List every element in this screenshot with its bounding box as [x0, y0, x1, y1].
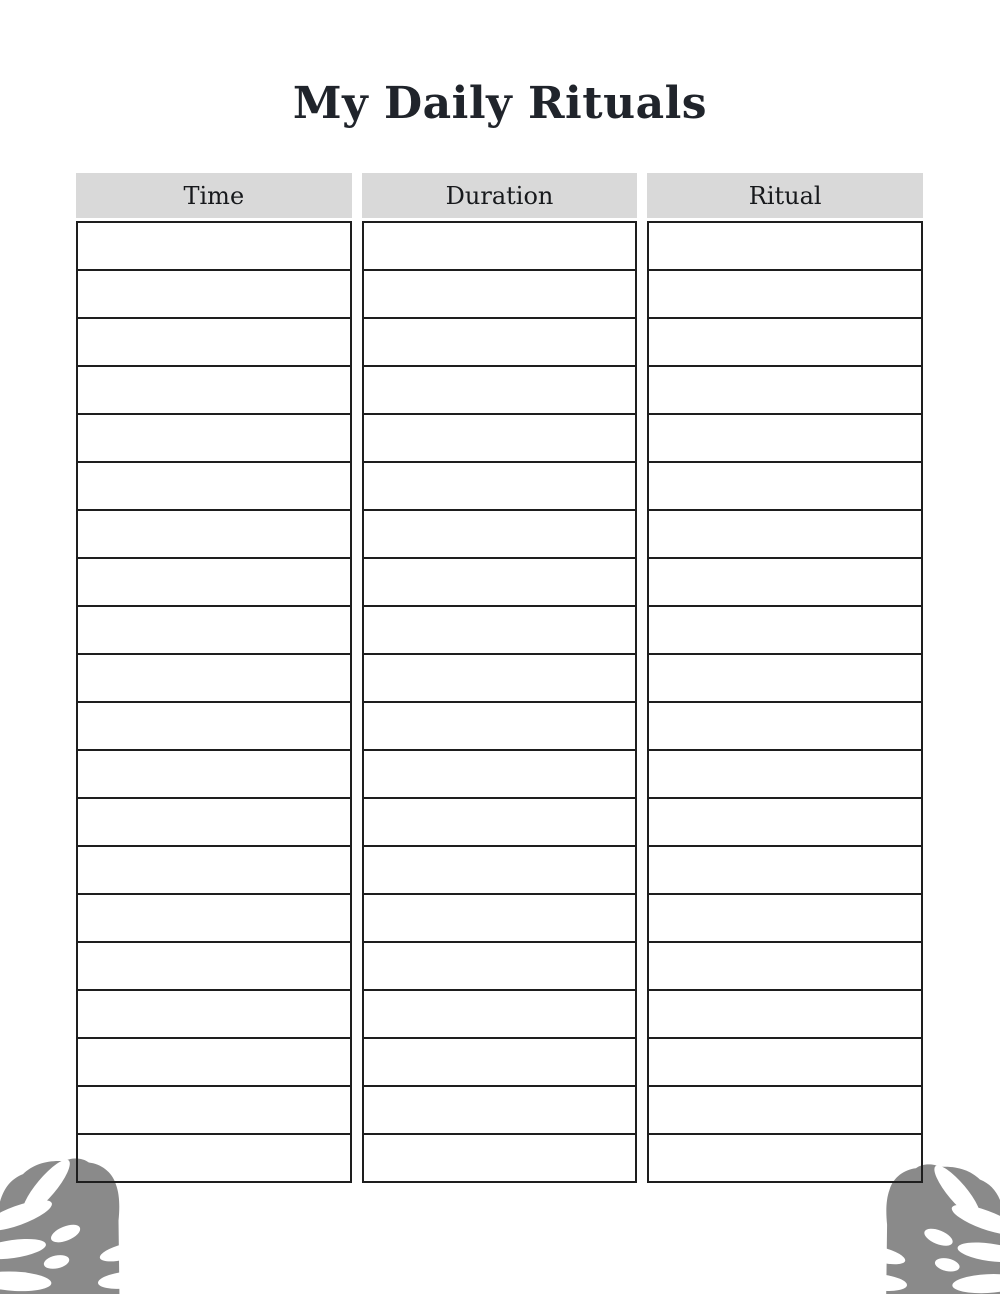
empty-row-cell	[649, 557, 921, 605]
empty-row-cell	[78, 701, 350, 749]
empty-row-cell	[364, 941, 636, 989]
empty-row-cell	[78, 989, 350, 1037]
empty-row-cell	[78, 221, 350, 269]
empty-row-cell	[649, 653, 921, 701]
empty-row-cell	[364, 653, 636, 701]
empty-row-cell	[364, 269, 636, 317]
page-title: My Daily Rituals	[292, 78, 708, 129]
table-column-duration	[362, 173, 638, 1183]
empty-row-cell	[78, 365, 350, 413]
empty-row-cell	[364, 365, 636, 413]
column-rows-time	[76, 221, 352, 1183]
empty-row-cell	[649, 797, 921, 845]
empty-row-cell	[649, 605, 921, 653]
empty-row-cell	[364, 461, 636, 509]
empty-row-cell	[364, 317, 636, 365]
empty-row-cell	[649, 989, 921, 1037]
empty-row-cell	[364, 605, 636, 653]
empty-row-cell	[649, 893, 921, 941]
empty-row-cell	[78, 557, 350, 605]
empty-row-cell	[364, 749, 636, 797]
empty-row-cell	[78, 797, 350, 845]
column-header-time: Time	[76, 173, 352, 218]
empty-row-cell	[78, 461, 350, 509]
empty-row-cell	[649, 269, 921, 317]
empty-row-cell	[78, 845, 350, 893]
empty-row-cell	[364, 557, 636, 605]
empty-row-cell	[649, 413, 921, 461]
empty-row-cell	[364, 989, 636, 1037]
empty-row-cell	[78, 1037, 350, 1085]
empty-row-cell	[649, 941, 921, 989]
empty-row-cell	[78, 605, 350, 653]
empty-row-cell	[78, 1085, 350, 1133]
table-column-ritual	[647, 173, 923, 1183]
empty-row-cell	[364, 893, 636, 941]
empty-row-cell	[649, 317, 921, 365]
table-column-time	[76, 173, 352, 1183]
empty-row-cell	[649, 749, 921, 797]
empty-row-cell	[364, 797, 636, 845]
empty-row-cell	[78, 317, 350, 365]
column-rows-ritual	[647, 221, 923, 1183]
rituals-table	[76, 173, 923, 1183]
empty-row-cell	[649, 365, 921, 413]
empty-row-cell	[78, 1133, 350, 1181]
empty-row-cell	[649, 461, 921, 509]
empty-row-cell	[649, 1037, 921, 1085]
empty-row-cell	[78, 749, 350, 797]
empty-row-cell	[78, 413, 350, 461]
empty-row-cell	[78, 941, 350, 989]
empty-row-cell	[649, 1133, 921, 1181]
empty-row-cell	[649, 845, 921, 893]
empty-row-cell	[78, 509, 350, 557]
empty-row-cell	[364, 701, 636, 749]
empty-row-cell	[649, 221, 921, 269]
empty-row-cell	[78, 653, 350, 701]
empty-row-cell	[364, 1133, 636, 1181]
empty-row-cell	[78, 893, 350, 941]
empty-row-cell	[364, 1037, 636, 1085]
column-header-ritual: Ritual	[647, 173, 923, 218]
empty-row-cell	[364, 1085, 636, 1133]
column-header-duration: Duration	[362, 173, 638, 218]
empty-row-cell	[364, 509, 636, 557]
empty-row-cell	[649, 701, 921, 749]
empty-row-cell	[364, 845, 636, 893]
empty-row-cell	[364, 413, 636, 461]
column-rows-duration	[362, 221, 638, 1183]
empty-row-cell	[649, 1085, 921, 1133]
empty-row-cell	[649, 509, 921, 557]
empty-row-cell	[364, 221, 636, 269]
empty-row-cell	[78, 269, 350, 317]
